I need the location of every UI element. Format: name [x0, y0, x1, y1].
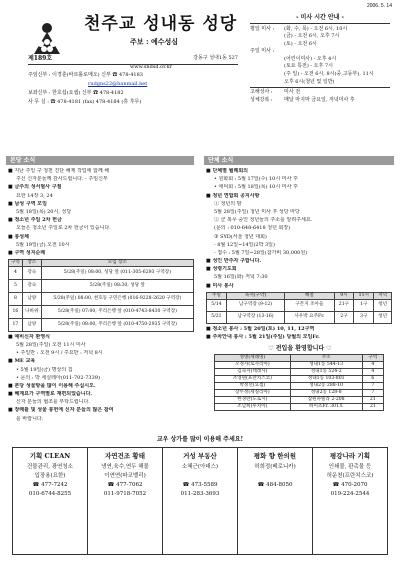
news-line: - 접수 : 5월 7일~28일(참가비 30,000원) [214, 249, 308, 256]
table-header: 주일 [207, 292, 227, 299]
table-cell: 17 [9, 318, 23, 331]
table-row [207, 311, 392, 323]
shop-detail: 건물관리, 광연청소 [26, 464, 73, 470]
table-cell: 16 [9, 305, 23, 318]
shop-detail: 인쇄물, 판촉물 등 [328, 464, 372, 470]
group-news-header: 단체 소식 [204, 156, 394, 165]
table-row [215, 390, 384, 397]
news-line: ■ 본당 성물방을 많이 이용해 주십시오. [8, 382, 96, 389]
shop-detail: ☎ 473-5589 [182, 482, 218, 488]
table-cell: 21구 [334, 299, 354, 311]
mass-time: (금) - 오전 6시, 오후 7시 [284, 33, 340, 40]
news-line: (문의 : 010-648-6418 청년 회장) [214, 225, 291, 232]
news-line: 오늘은 청소년 주일로 2차 헌금이 있습니다. [16, 225, 111, 232]
table-cell: 사우박 요주Fr. [285, 311, 334, 323]
table-header: 11시 [354, 292, 374, 299]
table-cell: 청년 [374, 299, 392, 311]
table-cell: 2구 [334, 311, 354, 323]
table-header: 성명(세례명) [215, 355, 291, 362]
table-cell: 조남희(루치아) [215, 404, 291, 411]
table-cell: 8 [9, 292, 23, 305]
shop-ads [12, 447, 388, 555]
table-cell: 5/14 [207, 299, 227, 311]
parish-address: 강동구 성내1동 527 [193, 55, 238, 61]
table-cell: 강숙 [22, 279, 41, 292]
table-row [9, 266, 194, 279]
table-cell: 구몬지 조아들 [285, 299, 334, 311]
shop-name: 평화 향 한의원 [253, 452, 297, 460]
news-line: • 애덕회 : 5월 18일(목) 10시 미사 후 [214, 184, 298, 191]
table-cell: 1구 [354, 299, 374, 311]
news-line: ■ 미사 봉사 [206, 282, 234, 289]
mass-time: (주 일) - 오전 6시, 8시(중,고등부), 11시 [284, 71, 374, 78]
table-cell: 7 [362, 390, 383, 397]
table-cell: 성내2동 128-8 [290, 390, 362, 397]
table-cell: 성내2동 288-10 [290, 383, 362, 390]
news-line: • 문의 : 박 세실레아(011-702-7339) [16, 374, 100, 381]
shop-detail: 입장용(요한) [34, 473, 66, 479]
shop-detail: ☎ 477-7242 [32, 482, 68, 488]
mass-schedule [250, 14, 390, 104]
contact-list [28, 72, 238, 108]
table-row [9, 305, 194, 318]
group-news-column [206, 168, 394, 411]
table-cell: 나바위 [22, 305, 41, 318]
news-line: ■ 성령기도회 [206, 266, 237, 273]
table-cell: 남양 [22, 318, 41, 331]
shop-ad [238, 448, 313, 554]
news-line: • 원화회 : 5월 17일(수) 10시 미사 후 [214, 176, 298, 183]
news-line: ■ 구역 성지순례 [8, 249, 46, 256]
table-cell: 4 [362, 369, 383, 376]
table-cell: 잠원파빌라 2-208 [290, 397, 362, 404]
mass-time: 매달 마지막 금요일, 저녁미사 후 [284, 96, 355, 103]
table-cell: 5/28(주일) 07:00, 주리은행 앞 (010-4743-8430 구역장) [41, 305, 193, 318]
mass-label: 주일 미사 : [250, 48, 275, 55]
shop-detail [163, 473, 237, 482]
news-line: ■ 지난 주일 구 청천 진단 해제 작업에 함께 해 [8, 168, 110, 174]
mass-time: 오후 6시(청년 및 일반) [284, 78, 335, 85]
news-line: 주신 신자분들께 감사드립니다. - 주임신부 [16, 176, 108, 183]
table-header: 주소 [290, 355, 362, 362]
website-link[interactable]: www.sndsd.or.kr [130, 64, 173, 70]
mass-time: (어린이미사) - 오후 4시 [284, 55, 337, 62]
table-cell: 5/28(주일) 08:00, 주리은행 앞 (010-4750-2935 구역장) [41, 318, 193, 331]
shop-detail: 010-6744-8255 [28, 491, 72, 497]
table-row [215, 376, 384, 383]
shop-ad [13, 448, 88, 554]
news-line: ■ 장례틀 및 성물 봉헌에 신자 분들의 많은 참여 [8, 407, 114, 414]
shop-detail: 이연연(파코밸리) [104, 473, 146, 479]
table-cell: 한경란(도로시) [215, 397, 291, 404]
shop-detail: 허운천(프란치스코) [326, 473, 374, 479]
shop-ad [88, 448, 163, 554]
table-row [215, 383, 384, 390]
news-line: 5월 19일(금) 오전 10시 [16, 241, 70, 248]
news-line: ■ ME 교육 [8, 358, 36, 365]
shop-detail: 011-283-3693 [180, 491, 220, 497]
table-cell: 김숙자(데레사) [215, 369, 291, 376]
news-line: ■ 청소년 봉사 : 5월 20일(토) 10, 11, 12구역 [206, 325, 315, 332]
table-row [215, 397, 384, 404]
mass-line [250, 79, 390, 87]
table-cell: 3구 [354, 311, 374, 323]
table-header: 해설 [285, 292, 334, 299]
news-line: • 5월 19일(금) 명상의 집 [16, 366, 73, 373]
shop-name: 거성 부동산 [183, 452, 217, 460]
table-header: 구역 [9, 260, 23, 267]
table-cell: 7 [362, 383, 383, 390]
table-cell: 4 [362, 362, 383, 369]
mass-label: 고해성사 : [250, 89, 273, 96]
shop-detail: 냉연,육수,연두 해물 [101, 464, 149, 470]
table-cell: 21 [362, 404, 383, 411]
mass-time: (토요 특전) - 오후 7시 [284, 63, 333, 70]
shops-title: 교우 상가를 많이 이용해 주세요! [156, 436, 244, 443]
shop-detail: ☎ 477-7062 [107, 482, 143, 488]
welcome-heading: ♡ 전입을 환영합니다 ♡ [268, 344, 332, 352]
news-line: ■ 단체별 월례회의 [206, 168, 249, 174]
news-line: ② 군 복무 중인 청년들의 주소를 알려주세요. [214, 217, 313, 224]
contact-line: 사 무 실 : ☎ 478-4181 (fax) 478-4184 (휴 후무) [28, 99, 142, 105]
news-line: ■ 청소년 주일 2차 헌금 [8, 217, 62, 224]
table-cell: 5/28(주일) 08:00, 천호동 구민은행 (016-9228-2620 구역장) [41, 292, 193, 305]
table-cell: 6 [362, 376, 383, 383]
table-cell: 박정선(요셉) [215, 383, 291, 390]
table-cell: 하이츠Fr. 301호 [290, 404, 362, 411]
mass-service-table [206, 292, 392, 324]
table-cell: 5/28(주일) 08:00, 성당 앞 (011-305-6293 구역장) [41, 266, 193, 279]
table-row [215, 404, 384, 411]
issue-date: 2006. 5. 14 [366, 3, 392, 9]
table-cell: 5/21 [207, 311, 227, 323]
shop-detail: 소혜근(아녜스) [181, 464, 219, 470]
mass-line [250, 63, 390, 71]
news-line: ■ 혜계요가 구역별로 재편되었습니다. [8, 391, 93, 398]
news-line: ① 청년의 밤 [214, 200, 242, 207]
table-cell: 조영원(프란치스코) [215, 376, 291, 383]
mass-line [250, 26, 390, 34]
table-cell: 오정자(로사리아) [215, 362, 291, 369]
shop-detail: 허희정(베로니카) [254, 464, 296, 470]
mass-schedule-title: - 미사 시간 안내 - [250, 14, 390, 24]
news-line: 요한 14장 3, 24 [16, 192, 53, 199]
pilgrimage-table [8, 259, 194, 332]
mass-line [250, 71, 390, 79]
shop-detail: ☎ 470-2070 [332, 482, 368, 488]
news-line: ③ SYD(서울 청년 대회) [214, 233, 267, 240]
news-line: 5월 28일(주일) 오전 11시 미사 [16, 341, 86, 348]
news-line: - 8월 12일~14일(2박 3일) [214, 241, 275, 248]
shop-name: 평강나라 기획 [330, 452, 370, 460]
mass-label: 성체강복 : [250, 96, 273, 103]
news-line: ■ 성인 반주자 구합니다. [206, 258, 262, 265]
news-line: ■ 금주의 성서필사 구절 [8, 184, 62, 191]
shop-ad [163, 448, 238, 554]
mass-line [250, 97, 390, 105]
table-row [9, 279, 194, 292]
news-line: ■ 주차안내 봉사 : 5월 21일(주일) 당월의 모임Fr. [206, 333, 320, 340]
news-line: ■ 예비신자 환영식 [8, 333, 51, 340]
table-header: 모임 장소 [41, 260, 193, 267]
table-cell: 성내1동 103-801 [290, 376, 362, 383]
mass-time: (토) - 오전 6시 [284, 40, 317, 47]
table-cell: 남구역장 (13-16) [226, 311, 284, 323]
mass-line [250, 33, 390, 41]
news-line: 5월 18일(목) 20시, 성당 [16, 208, 72, 215]
table-cell: 5/28(주일) 08:30, 성당 앞 [41, 279, 193, 292]
news-line: 신자 분들의 협조를 부탁드립니다. [16, 399, 90, 406]
parish-news-column [8, 168, 196, 424]
news-line: ■ 봉성체 [8, 233, 29, 240]
contact-line [28, 81, 238, 90]
table-row [215, 362, 384, 369]
table-cell: 4 [9, 266, 23, 279]
table-header: 저녁 [374, 292, 392, 299]
shop-name: 자연건조 황태 [105, 452, 145, 460]
table-cell: 5 [9, 279, 23, 292]
table-cell: 장두정(세실리아) [215, 390, 291, 397]
news-line: 를 바랍니다. [16, 415, 44, 422]
table-cell: 성내1동 544-13 [290, 362, 362, 369]
table-cell: 남구역장 (9-12) [226, 299, 284, 311]
shop-detail [238, 491, 312, 500]
shop-detail: 011-9718-7052 [103, 491, 147, 497]
mass-time: 미사 전 [284, 89, 301, 96]
news-line: ■ 청년 연합회 공지사항 [206, 192, 260, 199]
shop-detail: ☎ 484-8050 [257, 482, 293, 488]
table-cell: 21 [362, 397, 383, 404]
church-logo-icon [30, 20, 64, 58]
mass-line [250, 89, 390, 97]
parish-title: 천주교 성내동 성당 [84, 14, 238, 34]
table-cell: 강숙 [22, 266, 41, 279]
table-header: 구역 [362, 355, 383, 362]
patron-label: 주보 : 예수성심 [130, 37, 179, 46]
contact-line: 보좌신부 : 한호섭(요셉) 신부 ☎ 478-4182 [28, 90, 124, 96]
table-row [215, 369, 384, 376]
shop-detail [238, 473, 312, 482]
welcome-table [214, 354, 384, 411]
shop-name: 기획 CLEAN [29, 452, 71, 460]
contact-line: 주임신부 : 이경훈(바르톨로메오) 신부 ☎ 478-4183 [28, 72, 143, 78]
news-line: • 주일반 : 오전 9시 / 주요반 : 저녁 8시 [16, 350, 103, 357]
table-row [9, 318, 194, 331]
news-line: 5월 28일(주일) 청년 미사 후 성당 마당 [214, 208, 300, 215]
email-link[interactable]: rudgns22@hanmail.net [88, 81, 148, 87]
mass-line [250, 48, 390, 56]
news-line: 5월 16일(화) 저녁 7:30 [214, 274, 268, 281]
table-row [9, 292, 194, 305]
shop-detail: 019-224-2544 [330, 491, 370, 497]
table-cell: 성내1동 524-2 [290, 369, 362, 376]
table-cell: 청년 [374, 311, 392, 323]
table-row [207, 299, 392, 311]
shop-ad [313, 448, 387, 554]
table-header: 독서(구약) [226, 292, 284, 299]
mass-time: (화, 수, 목) - 오전 6시, 10시 [284, 25, 348, 32]
mass-label: 평일 미사 : [250, 25, 275, 32]
table-header: 9시 [334, 292, 354, 299]
table-header: 장소 [22, 260, 41, 267]
table-cell: 남양 [22, 292, 41, 305]
issue-number: 제189호 [28, 55, 53, 62]
parish-news-header: 본당 소식 [6, 156, 194, 165]
news-line: ■ 남성 구역 모임 [8, 200, 47, 207]
